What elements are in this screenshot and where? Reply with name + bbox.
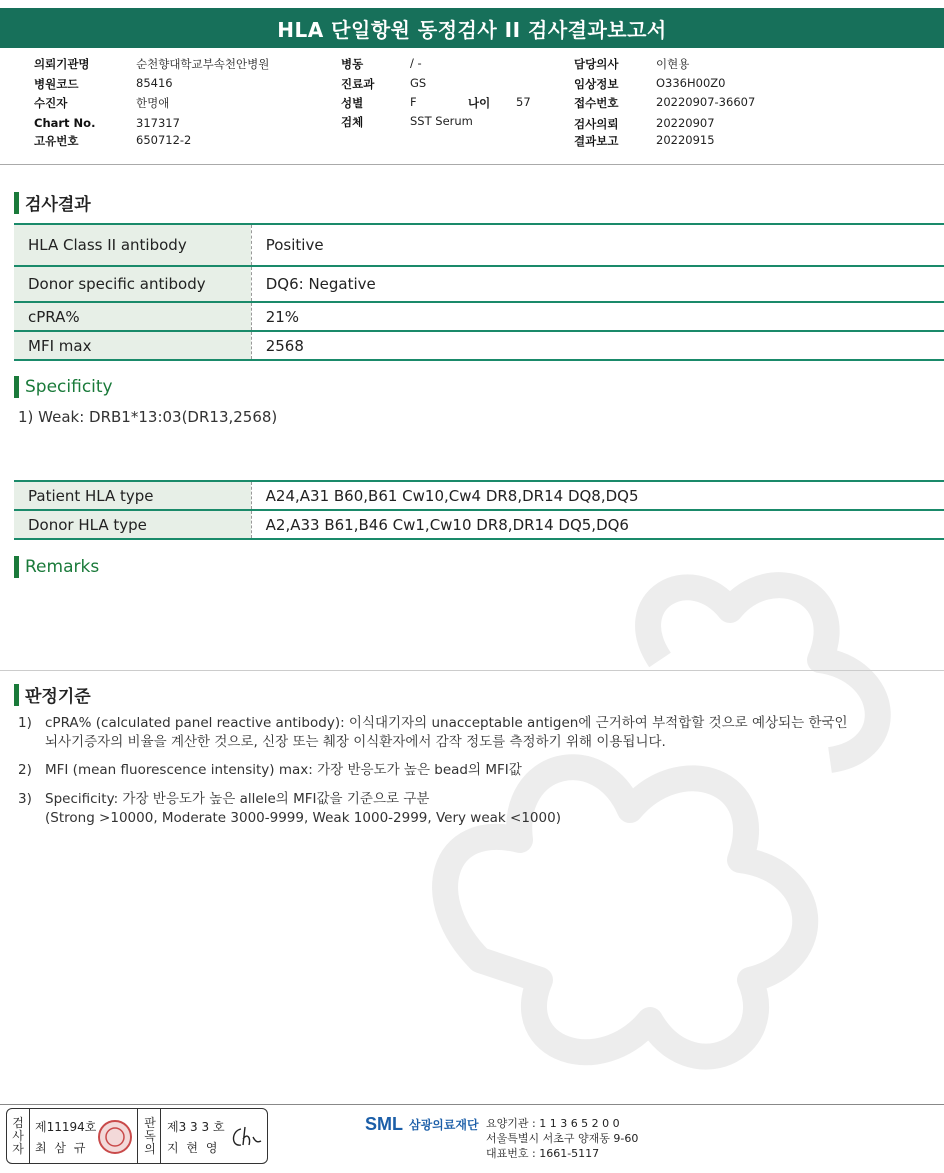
contact-line: 요양기관 : 1 1 3 6 5 2 0 0: [486, 1117, 620, 1130]
value-test-requested: 20220907: [656, 116, 715, 130]
footer-divider: [0, 1104, 944, 1105]
section-remarks-title: [14, 556, 99, 578]
hla-type-value: A2,A33 B61,B46 Cw1,Cw10 DR8,DR14 DQ5,DQ6: [251, 510, 944, 539]
label-requesting-institution: 의뢰기관명: [34, 57, 90, 71]
table-row: [14, 331, 944, 360]
section-specificity-title: [14, 376, 113, 398]
section-results-title: [14, 190, 91, 215]
stamp-separator: [137, 1109, 138, 1163]
value-receipt-no: 20220907-36607: [656, 95, 756, 109]
reviewer-name: 지 현 영: [167, 1141, 220, 1155]
table-row: [14, 224, 944, 266]
criteria-text: Specificity: 가장 반응도가 높은 allele의 MFI값을 기준으로 구분: [45, 791, 430, 807]
label-ward: 병동: [341, 57, 364, 71]
value-requesting-institution: 순천향대학교부속천안병원: [136, 57, 270, 71]
result-key: HLA Class II antibody: [14, 224, 251, 266]
label-department: 진료과: [341, 77, 375, 91]
specificity-line: 1) Weak: DRB1*13:03(DR13,2568): [18, 408, 278, 426]
label-physician: 담당의사: [574, 57, 619, 71]
tester-vertical-label: [9, 1117, 27, 1156]
reviewer-vertical-label: [141, 1117, 159, 1156]
contact-line: 서울특별시 서초구 양재동 9-60: [486, 1132, 639, 1145]
value-unique-id: 650712-2: [136, 133, 192, 147]
section-criteria-title: [14, 682, 91, 707]
label-hospital-code: 병원코드: [34, 77, 79, 91]
header-divider: [0, 164, 944, 165]
section-results-heading: 검사결과: [25, 195, 91, 215]
criteria-text: cPRA% (calculated panel reactive antibody): 이식대기자의 unacceptable antigen에 근거하여 부적합할 것으로 예상되는 한국인: [45, 715, 848, 731]
result-key: MFI max: [14, 331, 251, 360]
label-chart-no: Chart No.: [34, 116, 96, 130]
reviewer-vertical-text: 판독의: [144, 1116, 156, 1156]
tester-license-no: 제11194호: [35, 1120, 97, 1134]
hla-type-table: [14, 480, 944, 540]
result-value: 21%: [251, 302, 944, 331]
sml-logo-letters: SML: [365, 1114, 403, 1134]
remarks-divider: [0, 670, 944, 671]
table-row: [14, 510, 944, 539]
report-title-bar: [0, 8, 944, 48]
label-age: 나이: [468, 96, 491, 110]
seal-icon: [97, 1119, 133, 1155]
result-value: Positive: [251, 224, 944, 266]
value-ward: / -: [410, 56, 422, 70]
section-marker: [14, 556, 19, 578]
stamp-separator: [160, 1109, 161, 1163]
hla-type-value: A24,A31 B60,B61 Cw10,Cw4 DR8,DR14 DQ8,DQ5: [251, 481, 944, 510]
tester-name: 최 삼 규: [35, 1141, 88, 1155]
label-clinical-info: 임상정보: [574, 77, 619, 91]
label-unique-id: 고유번호: [34, 134, 79, 148]
report-title: HLA 단일항원 동정검사 II 검사결과보고서: [277, 17, 667, 42]
sml-logo: [365, 1114, 479, 1135]
section-criteria-heading: 판정기준: [25, 687, 91, 707]
result-key: cPRA%: [14, 302, 251, 331]
value-patient: 한명애: [136, 96, 170, 110]
sml-logo-name: 삼광의료재단: [409, 1118, 479, 1132]
value-age: 57: [516, 95, 531, 109]
value-clinical-info: O336H00Z0: [656, 76, 726, 90]
value-sex: F: [410, 95, 417, 109]
patient-info-header: [0, 56, 944, 164]
label-receipt-no: 접수번호: [574, 96, 619, 110]
value-physician: 이현용: [656, 57, 690, 71]
reviewer-license-no: 제3 3 3 호: [167, 1120, 225, 1134]
value-department: GS: [410, 76, 427, 90]
label-specimen: 검체: [341, 115, 364, 129]
table-row: [14, 302, 944, 331]
signature-box: [6, 1108, 268, 1164]
criteria-text-cont: 뇌사기증자의 비율을 계산한 것으로, 신장 또는 췌장 이식환자에서 감작 정도를 측정하기 위해 이용됩니다.: [45, 734, 666, 750]
result-key: Donor specific antibody: [14, 266, 251, 302]
section-marker: [14, 684, 19, 706]
hla-type-key: Donor HLA type: [14, 510, 251, 539]
value-result-reported: 20220915: [656, 133, 715, 147]
section-marker: [14, 376, 19, 398]
criteria-number: 3): [18, 791, 32, 807]
section-marker: [14, 192, 19, 214]
results-table: [14, 223, 944, 361]
contact-line: 대표번호 : 1661-5117: [486, 1147, 600, 1160]
criteria-item: [18, 790, 918, 830]
hla-type-key: Patient HLA type: [14, 481, 251, 510]
result-value: 2568: [251, 331, 944, 360]
label-patient: 수진자: [34, 96, 68, 110]
criteria-text: MFI (mean fluorescence intensity) max: 가장 반응도가 높은 bead의 MFI값: [45, 762, 522, 778]
label-test-requested: 검사의뢰: [574, 117, 619, 131]
criteria-number: 2): [18, 762, 32, 778]
contact-info: [486, 1116, 638, 1161]
criteria-item: [18, 714, 918, 754]
criteria-text-cont: (Strong >10000, Moderate 3000-9999, Weak 1000-2999, Very weak <1000): [45, 810, 561, 826]
criteria-number: 1): [18, 715, 32, 731]
value-hospital-code: 85416: [136, 76, 173, 90]
table-row: [14, 481, 944, 510]
label-sex: 성별: [341, 96, 364, 110]
section-specificity-heading: Specificity: [25, 377, 113, 397]
value-specimen: SST Serum: [410, 114, 473, 128]
label-result-reported: 결과보고: [574, 134, 619, 148]
tester-vertical-text: 검사자: [12, 1116, 24, 1156]
table-row: [14, 266, 944, 302]
section-remarks-heading: Remarks: [25, 557, 100, 577]
result-value: DQ6: Negative: [251, 266, 944, 302]
signature-icon: [229, 1123, 263, 1151]
stamp-separator: [29, 1109, 30, 1163]
criteria-item: [18, 761, 918, 781]
value-chart-no: 317317: [136, 116, 180, 130]
